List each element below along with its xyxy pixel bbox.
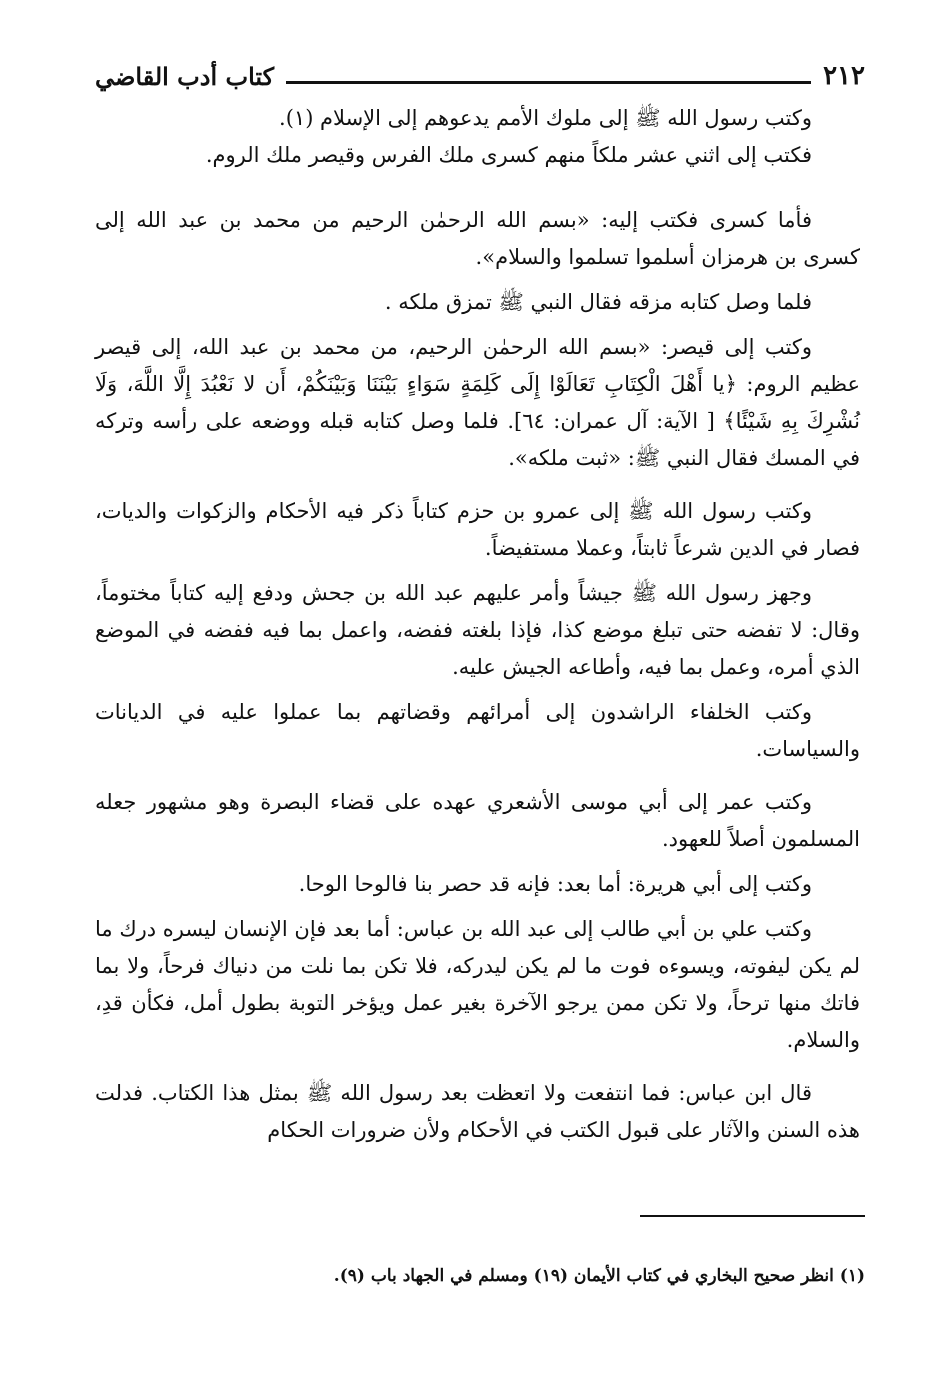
paragraph: فكتب إلى اثني عشر ملكاً منهم كسرى ملك الفرس وقيصر ملك الروم.: [205, 143, 812, 167]
paragraph: وكتب الخلفاء الراشدون إلى أمرائهم وقضاتهم بما عملوا عليه في الديانات والسياسات.: [95, 700, 860, 761]
header-rule: [286, 81, 811, 84]
running-title: كتاب أدب القاضي: [95, 61, 275, 91]
page-header: [95, 56, 865, 96]
paragraph: وكتب رسول الله ﷺ إلى عمرو بن حزم كتاباً ذكر فيه الأحكام والزكوات والديات، فصار في الدين شرعاً ثابتاً، وعملا مستفيضاً.: [95, 499, 860, 560]
footnote-rule: [640, 1215, 865, 1217]
paragraph: وكتب إلى أبي هريرة: أما بعد: فإنه قد حصر بنا فالوحا الوحا.: [298, 872, 812, 896]
main-text: [95, 100, 860, 1149]
footnote: (١) انظر صحيح البخاري في كتاب الأيمان (١٩) ومسلم في الجهاد باب (٩).: [333, 1266, 865, 1286]
paragraph: وكتب علي بن أبي طالب إلى عبد الله بن عباس: أما بعد فإن الإنسان ليسره درك ما لم يكن ليفوته، ويسوءه فوت ما لم يكن ليدركه، فلا تكن بما نلت من دنياك فرحاً، ولا بما فاتك منها ترحاً، ولا تكن ممن يرجو الآخرة بغير عمل ويؤخر التوبة بطول أمل، فكأن قدِ، والسلام.: [95, 917, 860, 1052]
paragraph: وكتب إلى قيصر: «بسم الله الرحمٰن الرحيم، من محمد بن عبد الله، إلى قيصر عظيم الروم: ﴿يا أَهْلَ الْكِتَابِ تَعَالَوْا إِلَى كَلِمَةٍ سَوَاءٍ بَيْنَنَا وَبَيْنَكُمْ، أَن لا نَعْبُدَ إِلَّا اللَّهَ، وَلَا نُشْرِكَ بِهِ شَيْئًا﴾ [ الآية: آل عمران: ٦٤]. فلما وصل كتابه قبله ووضعه على رأسه وتركه في المسك فقال النبي ﷺ: «ثبت ملكه».: [95, 335, 860, 470]
paragraph: فأما كسرى فكتب إليه: «بسم الله الرحمٰن الرحيم من محمد بن عبد الله إلى كسرى بن هرمزان أسلموا تسلموا والسلام».: [95, 208, 860, 269]
paragraph: قال ابن عباس: فما انتفعت ولا اتعظت بعد رسول الله ﷺ بمثل هذا الكتاب. فدلت هذه السنن والآثار على قبول الكتب في الأحكام ولأن ضرورات الحكام: [95, 1081, 860, 1142]
paragraph: وكتب عمر إلى أبي موسى الأشعري عهده على قضاء البصرة وهو مشهور جعله المسلمون أصلاً للعهود.: [95, 790, 860, 851]
paragraph: وكتب رسول الله ﷺ إلى ملوك الأمم يدعوهم إلى الإسلام (١).: [279, 106, 812, 130]
page-number: ٢١٢: [823, 61, 865, 91]
paragraph: وجهز رسول الله ﷺ جيشاً وأمر عليهم عبد الله بن جحش ودفع إليه كتاباً مختوماً، وقال: لا تفضه حتى تبلغ موضع كذا، فإذا بلغته ففضه، واعمل بما فيه ففضه في الموضع الذي أمره، وعمل بما فيه، وأطاعه الجيش عليه.: [95, 581, 860, 679]
paragraph: فلما وصل كتابه مزقه فقال النبي ﷺ تمزق ملكه .: [384, 290, 812, 314]
